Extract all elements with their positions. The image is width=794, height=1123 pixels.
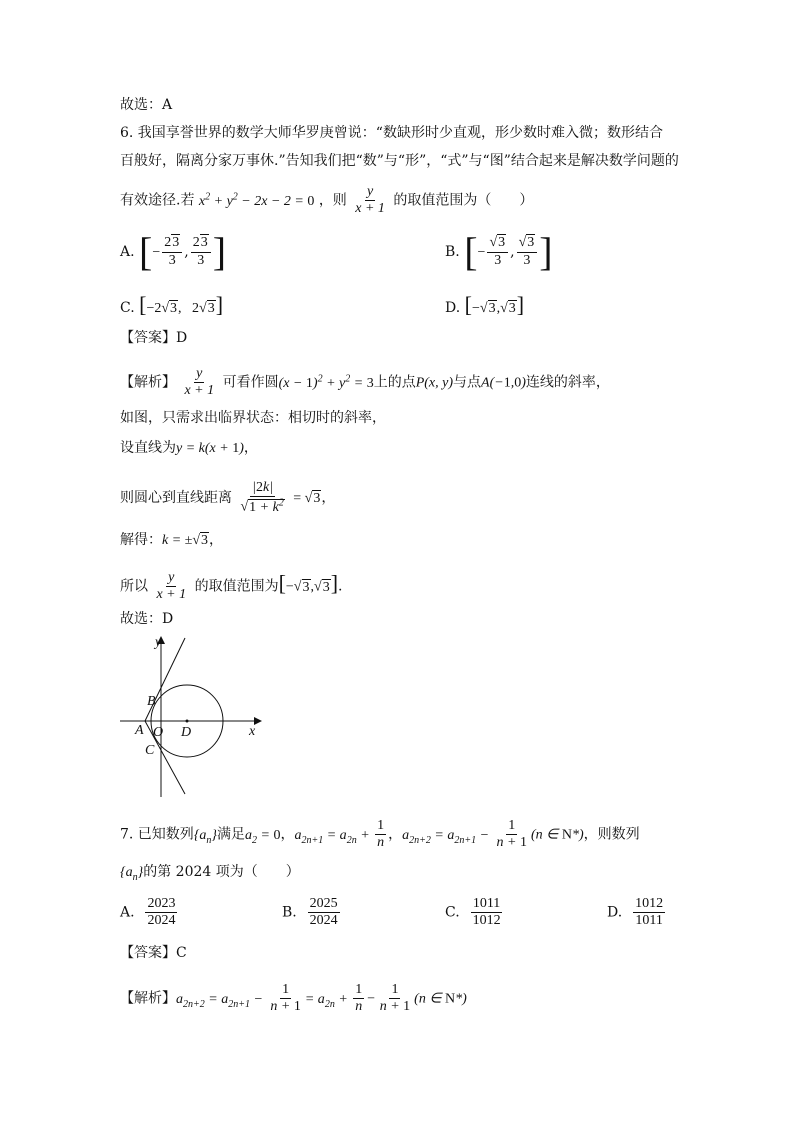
label-A: A	[135, 723, 144, 738]
label-O: O	[153, 725, 164, 740]
q6-analysis-line-2: 如图，只需求出临界状态：相切时的斜率，	[120, 410, 386, 426]
label-y: y	[155, 635, 162, 650]
q6-analysis-line-1: 【解析】 $\frac{y}{x + 1}$ 可看作圆$(x - 1)^2 + y^2 = 3$上的点P(x, y)与点A(−1,0)连线的斜率，	[120, 366, 610, 399]
q6-option-b: B. [− $\frac{√3}{3}$ , $\frac{√3}{3}$ ]	[445, 229, 553, 274]
q6-figure	[115, 632, 275, 802]
q6-analysis-line-3: 设直线为y = k(x + 1)，	[120, 440, 258, 456]
q6-option-c: C. [−2√3, 2√3]	[120, 292, 224, 317]
q7-answer: 【答案】C	[120, 945, 187, 961]
center-point	[186, 720, 189, 723]
q6-stem-line-2: 百般好，隔离分家万事休.”告知我们把“数”与“形”，“式”与“图”结合起来是解决数学问题的	[120, 153, 679, 169]
q6-text: 的取值范围为（ ）	[393, 192, 534, 209]
q7-stem-line-1: 7. 已知数列$\{a_n\}$满足$a_2 = 0$，$a_{2n+1} = a_{2n}$ + $\frac{1}{n}$ ，$a_{2n+2} = a_{2n+1}$ − $\frac{1}{n + 1}$ (n ∈ N*)，则数列	[120, 818, 640, 851]
q6-stem-line-1: 6. 我国享誉世界的数学大师华罗庚曾说：“数缺形时少直观，形少数时难入微；数形结合	[120, 125, 663, 141]
q6-option-d: D. [−√3,√3]	[445, 292, 525, 317]
q6-analysis-line-4: 则圆心到直线距离 $\frac{|2k|}{√1 + k^2}$ = √3，	[120, 480, 336, 515]
q6-analysis-line-5: 解得：k = ±√3，	[120, 532, 224, 548]
previous-conclusion: 故选：A	[120, 97, 173, 113]
q7-option-d: D. $\frac{1012}{1011}$	[607, 896, 664, 929]
label-D: D	[181, 725, 192, 740]
q6-fraction: $\frac{y}{x + 1}$	[355, 184, 385, 217]
q6-option-a: A. [− $\frac{23}{3}$ , $\frac{23}{3}$ ]	[120, 229, 227, 274]
q7-option-b: B. $\frac{2025}{2024}$	[282, 896, 338, 929]
q6-answer: 【答案】D	[120, 330, 188, 346]
q6-equation: $x^2 + y^2 - 2x - 2 = 0$	[198, 190, 315, 209]
q6-text: ，则	[318, 192, 347, 209]
q6-text: 有效途径.若	[120, 192, 195, 209]
label-C: C	[145, 743, 155, 758]
label-B: B	[147, 694, 156, 709]
label-x: x	[249, 724, 256, 739]
q6-stem-line-3	[120, 184, 533, 217]
q7-analysis-line-1: 【解析】$a_{2n+2} = a_{2n+1}$ − $\frac{1}{n + 1}$ = $a_{2n}$ + $\frac{1}{n}$ − $\frac{1}{n + 1}$ (n ∈ N*)	[120, 982, 467, 1015]
q7-option-c: C. $\frac{1011}{1012}$	[445, 896, 501, 929]
q7-stem-line-2: $\{a_n\}$的第 2024 项为（ ）	[120, 864, 300, 883]
q7-option-a: A. $\frac{2023}{2024}$	[120, 896, 176, 929]
q6-analysis-line-6: 所以 $\frac{y}{x + 1}$ 的取值范围为[−√3,√3].	[120, 570, 343, 603]
q6-conclusion: 故选：D	[120, 611, 174, 627]
